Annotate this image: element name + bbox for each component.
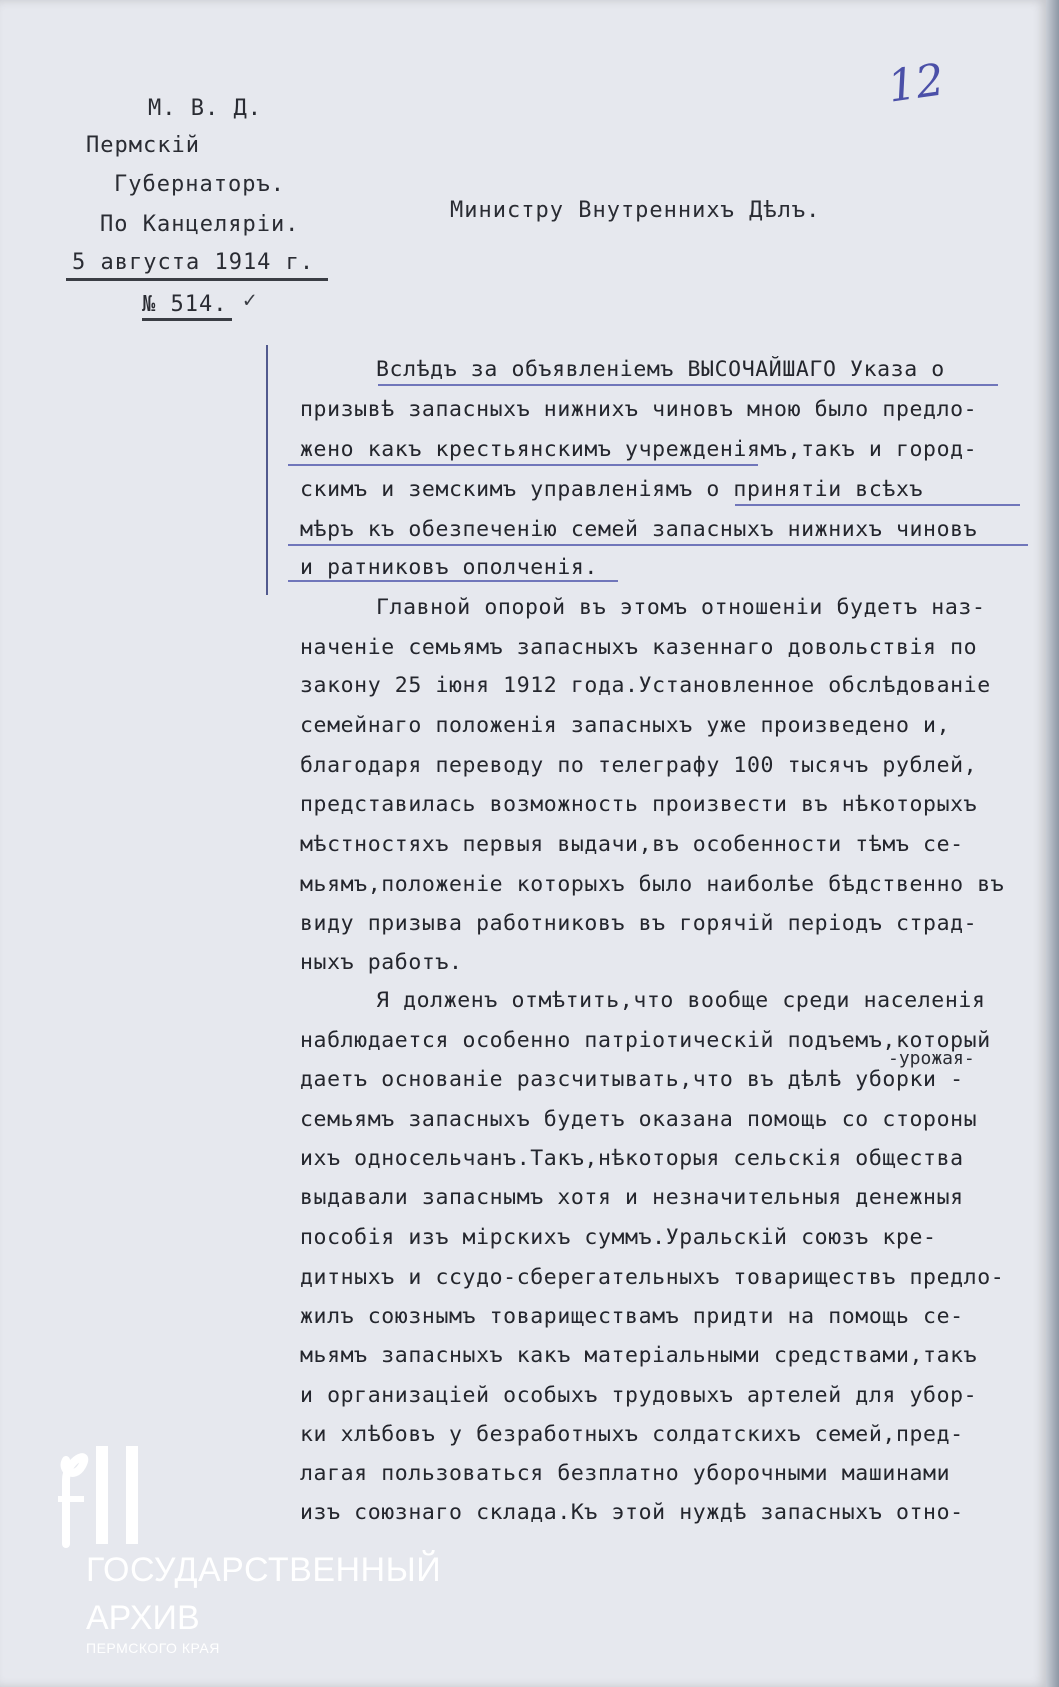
body-line: и ратниковъ ополченія. — [300, 555, 598, 580]
body-line: ихъ односельчанъ.Такъ,нѣкоторыя сельскія общества — [300, 1146, 964, 1171]
body-line: призывѣ запасныхъ нижнихъ чиновъ мною было предло- — [300, 397, 978, 422]
body-line: пособія изъ мірскихъ суммъ.Уральскій союзъ кре- — [300, 1225, 937, 1250]
underline-mark — [378, 384, 998, 386]
body-line: закону 25 іюня 1912 года.Установленное обслѣдованіе — [300, 673, 991, 698]
body-line: ки хлѣбовъ у безработныхъ солдатскихъ семей,пред- — [300, 1422, 964, 1447]
body-line: мѣръ къ обезпеченію семей запасныхъ нижнихъ чиновъ — [300, 517, 978, 542]
body-line: дитныхъ и ссудо-сберегательныхъ товариществъ предло- — [300, 1265, 1005, 1290]
body-line: скимъ и земскимъ управленіямъ о принятіи всѣхъ — [300, 477, 924, 502]
header-date: 5 августа 1914 г. — [72, 250, 315, 275]
body-line: даетъ основаніе разсчитывать,что въ дѣлѣ уборки - — [300, 1067, 964, 1092]
header-ministry: М. В. Д. — [148, 96, 262, 121]
archive-logo-region: ПЕРМСКОГО КРАЯ — [86, 1640, 220, 1656]
body-line: представилась возможность произвести въ нѣкоторыхъ — [300, 792, 978, 817]
addressee: Министру Внутреннихъ Дѣлъ. — [450, 198, 821, 223]
margin-mark — [266, 345, 268, 595]
header-office-line1: Пермскій — [86, 133, 200, 158]
body-line: лагая пользоваться безплатно уборочными машинами — [300, 1461, 951, 1486]
underline-mark — [288, 464, 758, 466]
archive-logo-title: ГОСУДАРСТВЕННЫЙ — [86, 1551, 442, 1589]
body-line: ныхъ работъ. — [300, 950, 463, 975]
inserted-word: -урожая- — [888, 1048, 975, 1069]
body-line: благодаря переводу по телеграфу 100 тысячъ рублей, — [300, 753, 978, 778]
underline-mark — [735, 504, 1020, 506]
body-line: мьямъ,положеніе которыхъ было наиболѣе бѣдственно въ — [300, 872, 1005, 897]
underline-mark — [288, 544, 1028, 546]
underline-mark — [288, 580, 618, 582]
check-mark-icon: ✓ — [243, 288, 257, 313]
header-number: № 514. — [142, 292, 228, 317]
body-line: изъ союзнаго склада.Къ этой нуждѣ запасныхъ отно- — [300, 1500, 964, 1525]
body-line: наблюдается особенно патріотическій подъемъ,который — [300, 1028, 991, 1053]
body-line: наченіе семьямъ запасныхъ казеннаго довольствія по — [300, 635, 978, 660]
archive-logo-subtitle: АРХИВ — [86, 1599, 200, 1637]
body-line: виду призыва работниковъ въ горячій періодъ страд- — [300, 911, 978, 936]
page-edge — [1046, 0, 1059, 1687]
folio-number: 12 — [884, 54, 948, 113]
header-office-line3: По Канцеляріи. — [100, 212, 300, 237]
header-number-rule — [142, 318, 232, 321]
archive-logo-icon — [52, 1440, 152, 1550]
header-date-rule — [66, 278, 328, 281]
body-line: жилъ союзнымъ товариществамъ придти на помощь се- — [300, 1304, 964, 1329]
body-line: выдавали запаснымъ хотя и незначительныя денежныя — [300, 1185, 964, 1210]
body-line: Я долженъ отмѣтить,что вообще среди населенія — [376, 988, 986, 1013]
body-line: семейнаго положенія запасныхъ уже произведено и, — [300, 713, 951, 738]
body-line: семьямъ запасныхъ будетъ оказана помощь со стороны — [300, 1107, 978, 1132]
header-office-line2: Губернаторъ. — [114, 172, 285, 197]
body-line: мьямъ запасныхъ какъ матеріальными средствами,такъ — [300, 1343, 978, 1368]
body-line: и организаціей особыхъ трудовыхъ артелей для убор- — [300, 1383, 978, 1408]
body-line: Главной опорой въ этомъ отношеніи будетъ наз- — [376, 595, 986, 620]
body-line: Вслѣдъ за объявленіемъ ВЫСОЧАЙШАГО Указа о — [376, 357, 945, 382]
body-line: мѣстностяхъ первыя выдачи,въ особенности тѣмъ се- — [300, 832, 964, 857]
body-line: жено какъ крестьянскимъ учрежденіямъ,такъ и город- — [300, 437, 978, 462]
